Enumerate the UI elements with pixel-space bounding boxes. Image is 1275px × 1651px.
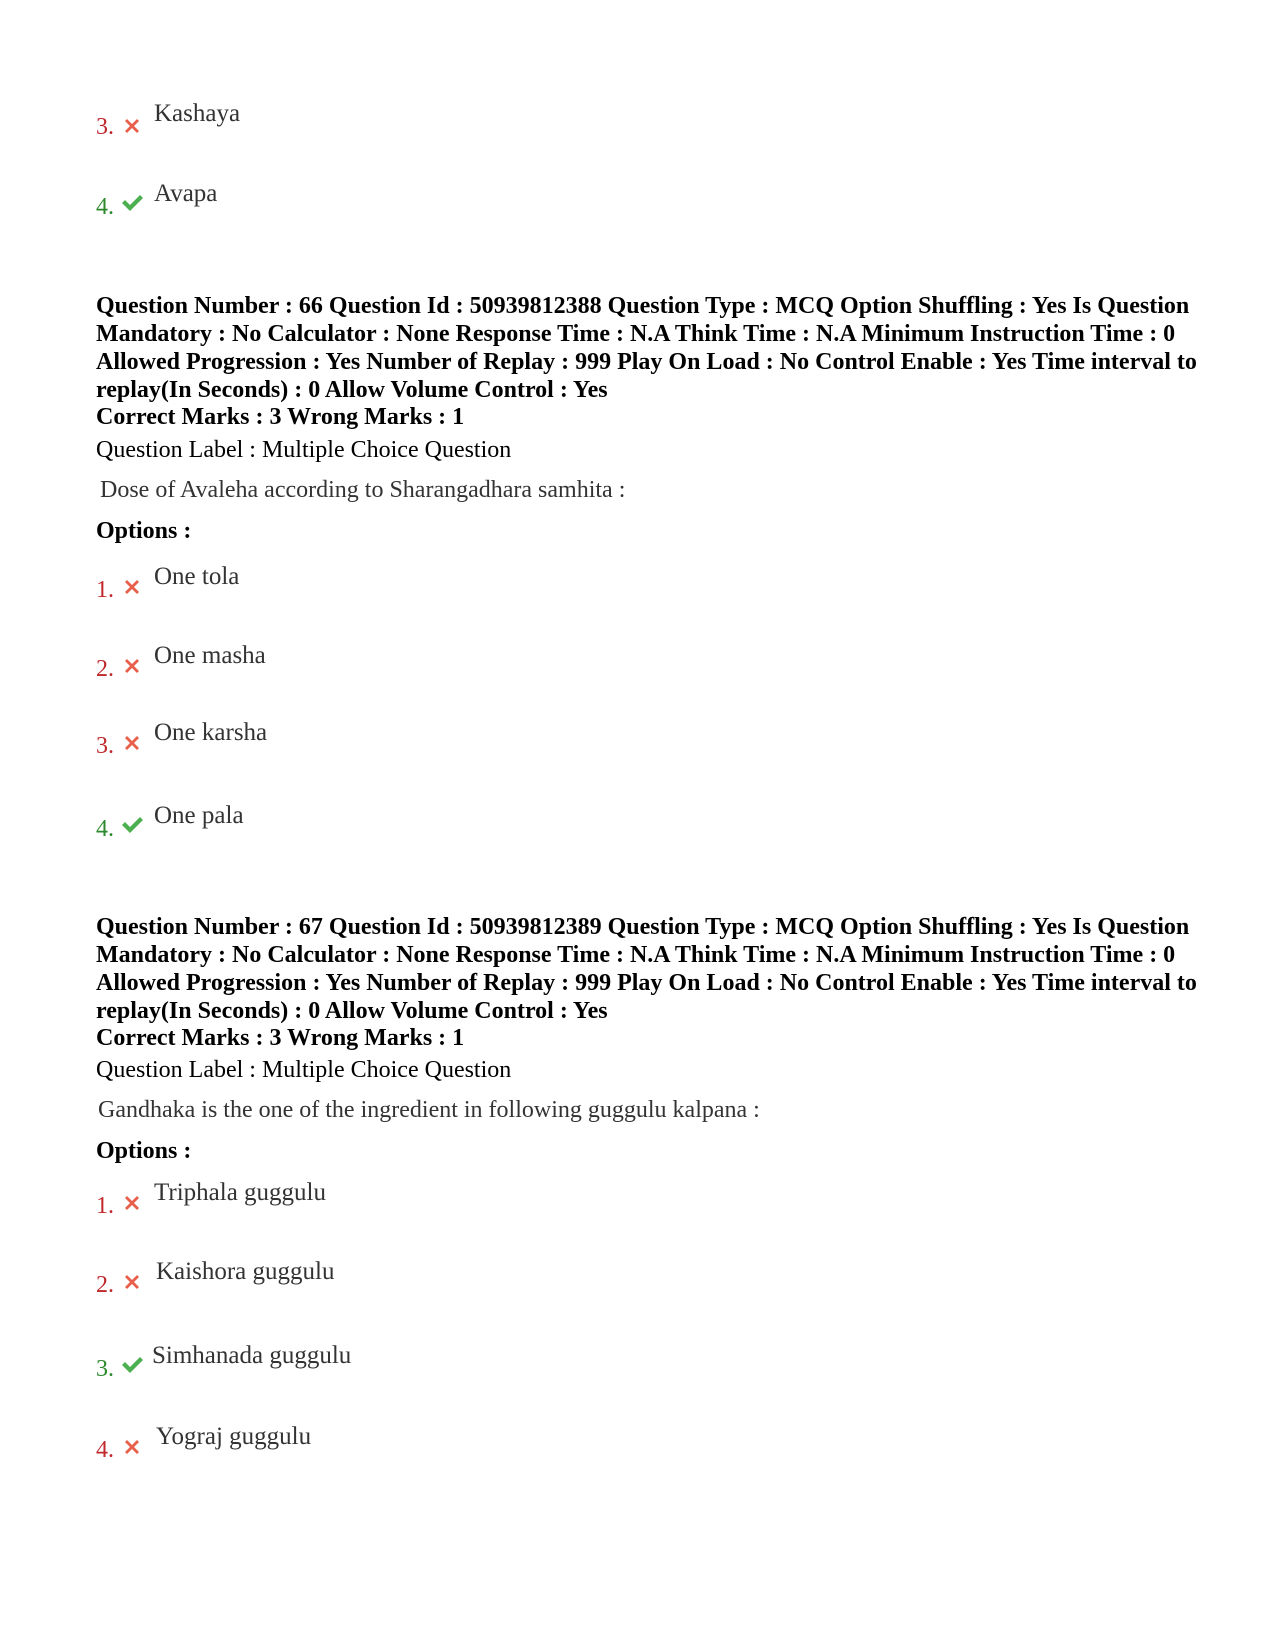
option-text: One tola [154,563,240,590]
option-number: 4. [96,1437,114,1463]
option-number: 3. [96,114,114,140]
cross-icon [120,1435,144,1459]
cross-icon [120,1270,144,1294]
check-icon [120,190,144,214]
question-label: Question Label : Multiple Choice Question [96,437,512,463]
option-text: Avapa [154,180,218,207]
option-text: Kashaya [154,100,241,127]
option-number: 1. [96,1193,114,1219]
question-text: Gandhaka is the one of the ingredient in following guggulu kalpana : [98,1097,760,1123]
option-number: 4. [96,194,114,220]
option-number: 1. [96,577,114,603]
cross-icon [120,654,144,678]
question-marks: Correct Marks : 3 Wrong Marks : 1 [96,1025,465,1051]
cross-icon [120,731,144,755]
option-text: One karsha [154,719,268,746]
question-text: Dose of Avaleha according to Sharangadhara samhita : [100,477,626,503]
option-text: One masha [154,642,266,669]
options-heading: Options : [96,1138,192,1164]
check-icon [120,1352,144,1376]
check-icon [120,812,144,836]
option-number: 4. [96,816,114,842]
question-marks: Correct Marks : 3 Wrong Marks : 1 [96,404,465,430]
option-text: Kaishora guggulu [156,1258,335,1285]
question-label: Question Label : Multiple Choice Question [96,1057,512,1083]
option-number: 2. [96,656,114,682]
option-text: Yograj guggulu [156,1423,312,1450]
option-text: Simhanada guggulu [152,1342,352,1369]
cross-icon [120,575,144,599]
option-text: Triphala guggulu [154,1179,326,1206]
option-text: One pala [154,802,244,829]
options-heading: Options : [96,518,192,544]
question-meta: Question Number : 67 Question Id : 50939812389 Question Type : MCQ Option Shuffling : Yes Is Question Mandatory : No Calculator : None Response Time : N.A Think Time : N.A Minimum Instruction Time : 0 Allowed Progression : Yes Number of Replay : 999 Play On Load : No Control Enable : Yes Time interval to replay(In Seconds) : 0 Allow Volume Control : Yes [96,914,1197,1024]
option-number: 3. [96,733,114,759]
question-meta: Question Number : 66 Question Id : 50939812388 Question Type : MCQ Option Shuffling : Yes Is Question Mandatory : No Calculator : None Response Time : N.A Think Time : N.A Minimum Instruction Time : 0 Allowed Progression : Yes Number of Replay : 999 Play On Load : No Control Enable : Yes Time interval to replay(In Seconds) : 0 Allow Volume Control : Yes [96,293,1197,403]
cross-icon [120,114,144,138]
option-number: 2. [96,1272,114,1298]
option-number: 3. [96,1356,114,1382]
cross-icon [120,1191,144,1215]
